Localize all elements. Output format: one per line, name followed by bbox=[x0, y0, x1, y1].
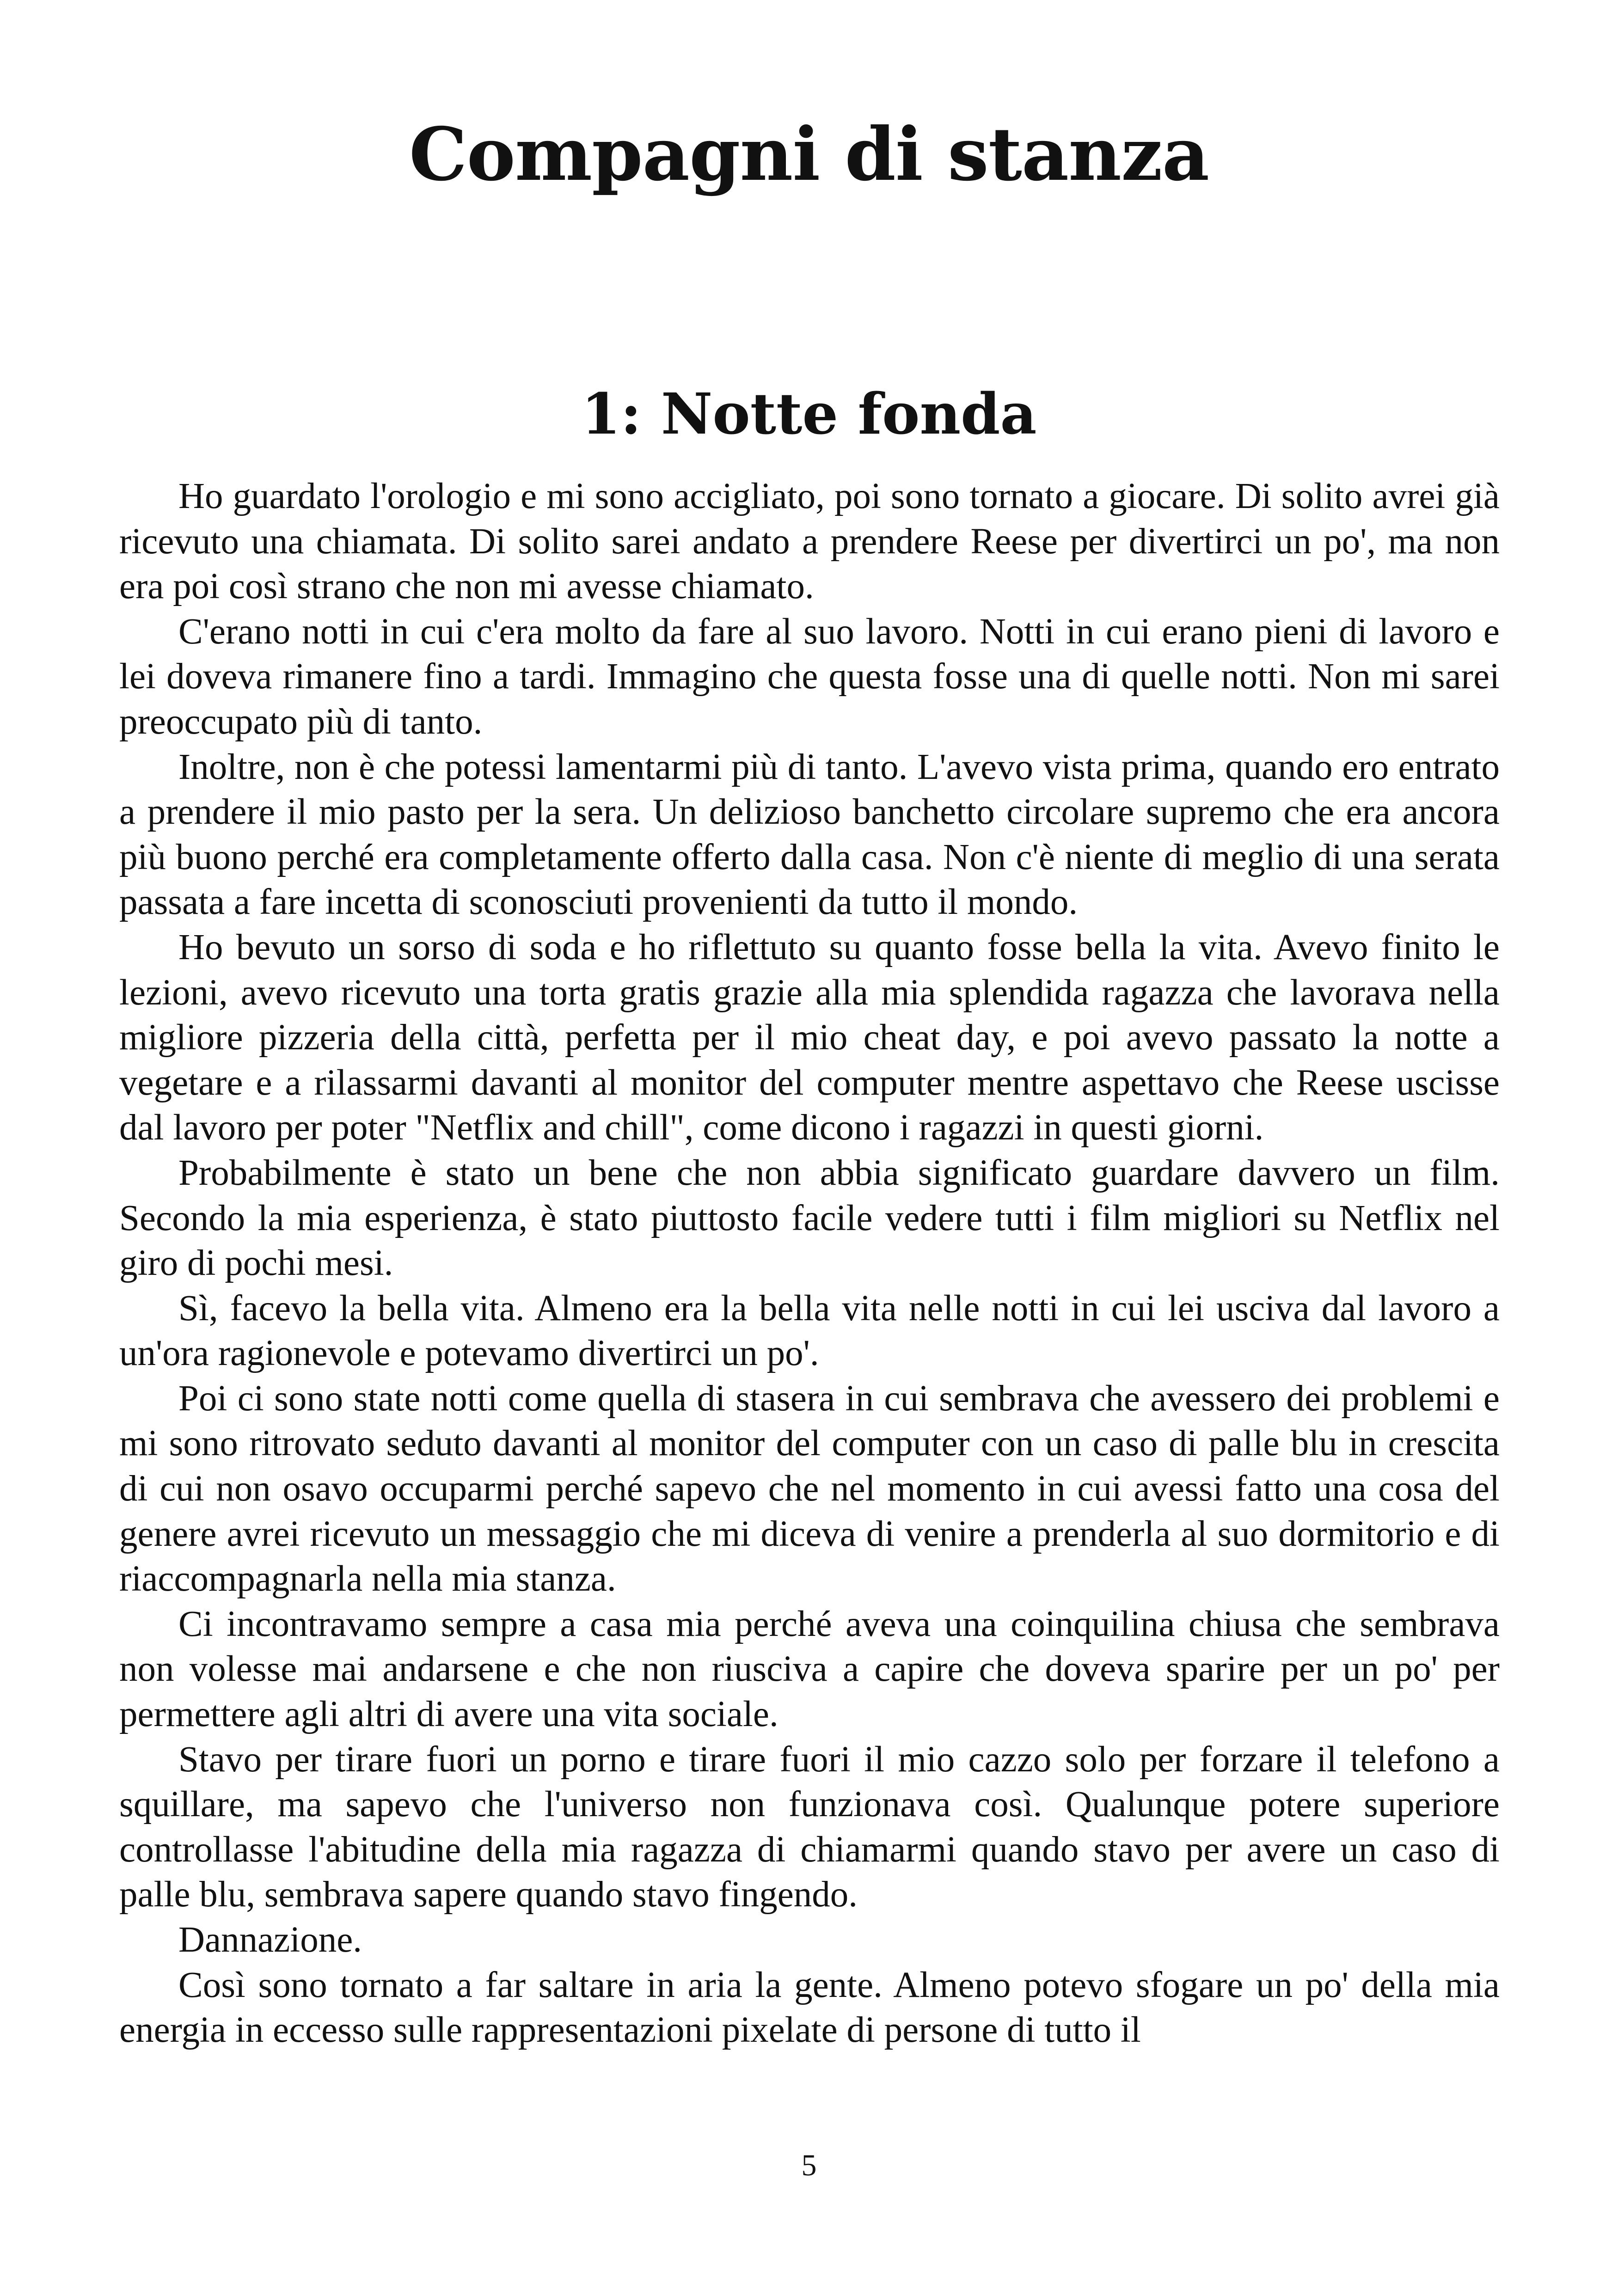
paragraph: Ho bevuto un sorso di soda e ho riflettuto su quanto fosse bella la vita. Avevo finito le lezioni, avevo ricevuto una torta gratis grazie alla mia splendida ragazza che lavorava nella migliore pizzeria della città, perfetta per il mio cheat day, e poi avevo passato la notte a vegetare e a rilassarmi davanti al monitor del computer mentre aspettavo che Reese uscisse dal lavoro per poter "Netflix and chill", come dicono i ragazzi in questi giorni. bbox=[119, 927, 1500, 1148]
chapter-body bbox=[119, 474, 1500, 2053]
paragraph: Poi ci sono state notti come quella di stasera in cui sembrava che avessero dei problemi e mi sono ritrovato seduto davanti al monitor del computer con un caso di palle blu in crescita di cui non osavo occuparmi perché sapevo che nel momento in cui avessi fatto una cosa del genere avrei ricevuto un messaggio che mi diceva di venire a prenderla al suo dormitorio e di riaccompagnarla nella mia stanza. bbox=[119, 1378, 1500, 1599]
paragraph: Così sono tornato a far saltare in aria la gente. Almeno potevo sfogare un po' della mia energia in eccesso sulle rappresentazioni pixelate di persone di tutto il bbox=[119, 1965, 1500, 2051]
chapter-title: 1: Notte fonda bbox=[581, 380, 1037, 447]
paragraph: Stavo per tirare fuori un porno e tirare fuori il mio cazzo solo per forzare il telefono a squillare, ma sapevo che l'universo non funzionava così. Qualunque potere superiore controllasse l'abitudine della mia ragazza di chiamarmi quando stavo per avere un caso di palle blu, sembrava sapere quando stavo fingendo. bbox=[119, 1739, 1500, 1915]
paragraph: Ho guardato l'orologio e mi sono accigliato, poi sono tornato a giocare. Di solito avrei già ricevuto una chiamata. Di solito sarei andato a prendere Reese per divertirci un po', ma non era poi così strano che non mi avesse chiamato. bbox=[119, 476, 1500, 607]
paragraph: C'erano notti in cui c'era molto da fare al suo lavoro. Notti in cui erano pieni di lavoro e lei doveva rimanere fino a tardi. Immagino che questa fosse una di quelle notti. Non mi sarei preoccupato più di tanto. bbox=[119, 611, 1500, 742]
paragraph: Ci incontravamo sempre a casa mia perché aveva una coinquilina chiusa che sembrava non volesse mai andarsene e che non riusciva a capire che doveva sparire per un po' per permettere agli altri di avere una vita sociale. bbox=[119, 1604, 1500, 1735]
paragraph: Sì, facevo la bella vita. Almeno era la bella vita nelle notti in cui lei usciva dal lavoro a un'ora ragionevole e potevamo divertirci un po'. bbox=[119, 1288, 1500, 1374]
paragraph: Probabilmente è stato un bene che non abbia significato guardare davvero un film. Secondo la mia esperienza, è stato piuttosto facile vedere tutti i film migliori su Netflix nel giro di pochi mesi. bbox=[119, 1152, 1500, 1284]
paragraph: Inoltre, non è che potessi lamentarmi più di tanto. L'avevo vista prima, quando ero entrato a prendere il mio pasto per la sera. Un delizioso banchetto circolare supremo che era ancora più buono perché era completamente offerto dalla casa. Non c'è niente di meglio di una serata passata a fare incetta di sconosciuti provenienti da tutto il mondo. bbox=[119, 747, 1500, 923]
book-title: Compagni di stanza bbox=[409, 112, 1209, 197]
paragraph: Dannazione. bbox=[178, 1920, 362, 1960]
page-number: 5 bbox=[801, 2149, 817, 2182]
